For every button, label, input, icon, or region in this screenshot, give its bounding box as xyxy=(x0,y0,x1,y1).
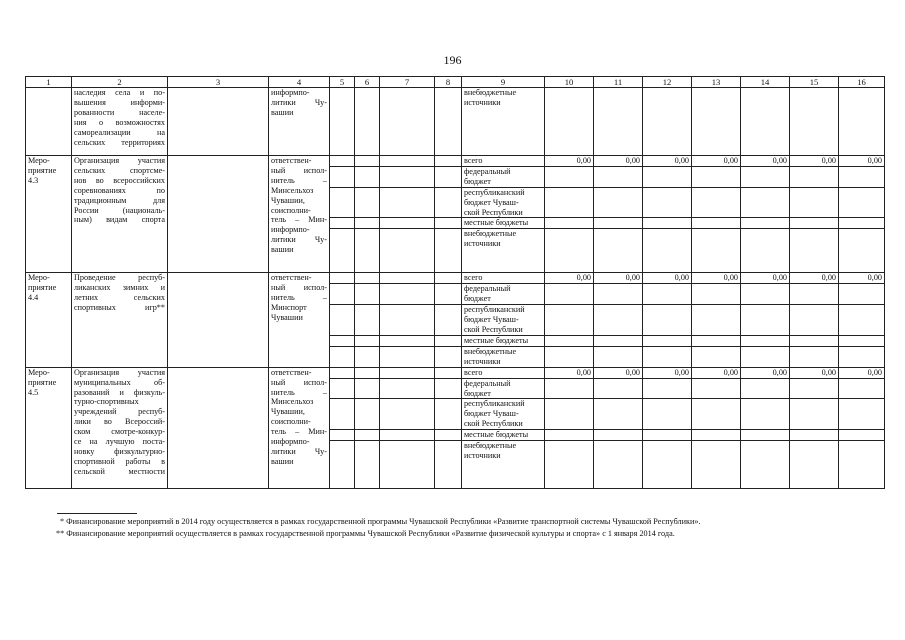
empty-cell xyxy=(330,273,355,284)
value-cell xyxy=(839,229,885,273)
empty-cell xyxy=(168,273,269,367)
row-label xyxy=(26,88,72,156)
funding-source: всего xyxy=(462,367,545,378)
funding-source: федеральный бюджет xyxy=(462,378,545,399)
funding-source: республиканский бюджет Чуваш- ской Республики xyxy=(462,187,545,218)
value-cell xyxy=(741,284,790,305)
value-cell xyxy=(643,284,692,305)
header-row xyxy=(26,77,885,88)
empty-cell xyxy=(380,378,435,399)
value-cell xyxy=(692,88,741,156)
continuation-row xyxy=(26,88,885,156)
total-value: 0,00 xyxy=(741,367,790,378)
value-cell xyxy=(545,284,594,305)
empty-cell xyxy=(355,430,380,441)
empty-cell xyxy=(355,346,380,367)
empty-cell xyxy=(435,335,462,346)
empty-cell xyxy=(355,166,380,187)
total-value: 0,00 xyxy=(741,156,790,167)
value-cell xyxy=(692,187,741,218)
footnote-separator xyxy=(57,513,137,514)
funding-source: всего xyxy=(462,273,545,284)
value-cell xyxy=(790,441,839,489)
total-value: 0,00 xyxy=(545,273,594,284)
total-value: 0,00 xyxy=(594,156,643,167)
value-cell xyxy=(692,335,741,346)
value-cell xyxy=(643,305,692,336)
value-cell xyxy=(790,346,839,367)
total-value: 0,00 xyxy=(643,273,692,284)
empty-cell xyxy=(355,156,380,167)
header-cell: 1 xyxy=(26,77,72,88)
header-cell: 16 xyxy=(839,77,885,88)
value-cell xyxy=(643,166,692,187)
value-cell xyxy=(692,229,741,273)
header-cell: 9 xyxy=(462,77,545,88)
empty-cell xyxy=(330,367,355,378)
total-value: 0,00 xyxy=(839,367,885,378)
value-cell xyxy=(790,166,839,187)
header-cell: 14 xyxy=(741,77,790,88)
value-cell xyxy=(594,399,643,430)
empty-cell xyxy=(435,273,462,284)
value-cell xyxy=(594,335,643,346)
value-cell xyxy=(741,346,790,367)
value-cell xyxy=(545,399,594,430)
funding-source: республиканский бюджет Чуваш- ской Республики xyxy=(462,305,545,336)
value-cell xyxy=(545,335,594,346)
funding-source: внебюджетные источники xyxy=(462,229,545,273)
value-cell xyxy=(692,218,741,229)
value-cell xyxy=(594,305,643,336)
executor: ответствен- ный испол- нитель – Минсельхоз Чувашии, соисполни- тель – Мин- информпо- литики Чу- вашии xyxy=(269,367,330,488)
value-cell xyxy=(594,187,643,218)
measure-description: наследия села и по- вышения информи- рованности населе- ния о возможностях самореализации на сельских территориях xyxy=(72,88,168,156)
empty-cell xyxy=(435,378,462,399)
measure-description: Проведение респуб- ликанских зимних и летних сельских спортивных игр** xyxy=(72,273,168,367)
value-cell xyxy=(643,430,692,441)
empty-cell xyxy=(355,378,380,399)
header-cell: 2 xyxy=(72,77,168,88)
value-cell xyxy=(692,399,741,430)
page-number: 196 xyxy=(443,53,462,67)
value-cell xyxy=(692,284,741,305)
total-value: 0,00 xyxy=(692,156,741,167)
header-cell: 15 xyxy=(790,77,839,88)
empty-cell xyxy=(380,441,435,489)
value-cell xyxy=(790,187,839,218)
empty-cell xyxy=(435,367,462,378)
footnote-1: * Финансирование мероприятий в 2014 году осуществляется в рамках государственной программы Чувашской Республики «Развитие транспортной системы Чувашской Республики». xyxy=(60,517,701,526)
funding-source: местные бюджеты xyxy=(462,430,545,441)
empty-cell xyxy=(355,88,380,156)
measure-row xyxy=(26,273,885,284)
total-value: 0,00 xyxy=(839,156,885,167)
empty-cell xyxy=(330,229,355,273)
empty-cell xyxy=(380,166,435,187)
header-cell: 6 xyxy=(355,77,380,88)
value-cell xyxy=(839,346,885,367)
value-cell xyxy=(741,88,790,156)
value-cell xyxy=(839,305,885,336)
measure-label: Меро- приятие 4.3 xyxy=(26,156,72,273)
value-cell xyxy=(594,284,643,305)
value-cell xyxy=(741,305,790,336)
executor: ответствен- ный испол- нитель – Минсельхоз Чувашии, соисполни- тель – Мин- информпо- литики Чу- вашии xyxy=(269,156,330,273)
funding-source: федеральный бюджет xyxy=(462,284,545,305)
value-cell xyxy=(741,187,790,218)
empty-cell xyxy=(330,399,355,430)
total-value: 0,00 xyxy=(643,367,692,378)
value-cell xyxy=(545,187,594,218)
value-cell xyxy=(545,218,594,229)
empty-cell xyxy=(355,367,380,378)
measure-row xyxy=(26,156,885,167)
empty-cell xyxy=(435,187,462,218)
total-value: 0,00 xyxy=(790,273,839,284)
value-cell xyxy=(741,378,790,399)
footnote-2: ** Финансирование мероприятий осуществляется в рамках государственной программы Чувашской Республики «Развитие физической культуры и спорта» с 1 января 2014 года. xyxy=(56,529,675,538)
value-cell xyxy=(545,430,594,441)
header-cell: 10 xyxy=(545,77,594,88)
measure-description: Организация участия сельских спортсме- нов во всероссийских соревнованиях по традиционным для России (националь- ным) видам спорта xyxy=(72,156,168,273)
empty-cell xyxy=(435,88,462,156)
value-cell xyxy=(545,346,594,367)
empty-cell xyxy=(435,284,462,305)
value-cell xyxy=(643,88,692,156)
empty-cell xyxy=(330,88,355,156)
value-cell xyxy=(545,166,594,187)
measure-label: Меро- приятие 4.4 xyxy=(26,273,72,367)
empty-cell xyxy=(330,218,355,229)
empty-cell xyxy=(168,367,269,488)
empty-cell xyxy=(435,430,462,441)
value-cell xyxy=(643,335,692,346)
value-cell xyxy=(790,284,839,305)
empty-cell xyxy=(355,229,380,273)
value-cell xyxy=(545,305,594,336)
value-cell xyxy=(839,441,885,489)
executor: информпо- литики Чу- вашии xyxy=(269,88,330,156)
funding-source: местные бюджеты xyxy=(462,218,545,229)
header-cell: 5 xyxy=(330,77,355,88)
empty-cell xyxy=(330,187,355,218)
value-cell xyxy=(643,378,692,399)
empty-cell xyxy=(330,378,355,399)
header-cell: 12 xyxy=(643,77,692,88)
value-cell xyxy=(790,229,839,273)
value-cell xyxy=(594,218,643,229)
empty-cell xyxy=(380,284,435,305)
value-cell xyxy=(594,346,643,367)
header-cell: 8 xyxy=(435,77,462,88)
value-cell xyxy=(839,88,885,156)
value-cell xyxy=(594,88,643,156)
empty-cell xyxy=(355,441,380,489)
empty-cell xyxy=(355,305,380,336)
measure-label: Меро- приятие 4.5 xyxy=(26,367,72,488)
value-cell xyxy=(594,430,643,441)
value-cell xyxy=(545,441,594,489)
executor: ответствен- ный испол- нитель – Минспорт Чувашии xyxy=(269,273,330,367)
header-cell: 7 xyxy=(380,77,435,88)
empty-cell xyxy=(355,218,380,229)
value-cell xyxy=(741,218,790,229)
total-value: 0,00 xyxy=(790,156,839,167)
value-cell xyxy=(643,218,692,229)
empty-cell xyxy=(380,229,435,273)
value-cell xyxy=(692,346,741,367)
empty-cell xyxy=(380,88,435,156)
empty-cell xyxy=(330,430,355,441)
value-cell xyxy=(643,187,692,218)
total-value: 0,00 xyxy=(594,273,643,284)
value-cell xyxy=(790,335,839,346)
value-cell xyxy=(839,218,885,229)
total-value: 0,00 xyxy=(839,273,885,284)
value-cell xyxy=(594,229,643,273)
value-cell xyxy=(790,305,839,336)
value-cell xyxy=(839,284,885,305)
budget-table xyxy=(25,76,885,489)
empty-cell xyxy=(330,346,355,367)
empty-cell xyxy=(330,166,355,187)
empty-cell xyxy=(355,187,380,218)
value-cell xyxy=(692,166,741,187)
header-cell: 4 xyxy=(269,77,330,88)
value-cell xyxy=(692,378,741,399)
empty-cell xyxy=(435,346,462,367)
funding-source: местные бюджеты xyxy=(462,335,545,346)
empty-cell xyxy=(380,156,435,167)
empty-cell xyxy=(380,273,435,284)
total-value: 0,00 xyxy=(741,273,790,284)
value-cell xyxy=(839,335,885,346)
total-value: 0,00 xyxy=(692,273,741,284)
empty-cell xyxy=(330,441,355,489)
empty-cell xyxy=(355,335,380,346)
empty-cell xyxy=(435,441,462,489)
empty-cell xyxy=(380,187,435,218)
empty-cell xyxy=(330,335,355,346)
value-cell xyxy=(839,187,885,218)
empty-cell xyxy=(380,399,435,430)
empty-cell xyxy=(435,166,462,187)
value-cell xyxy=(594,378,643,399)
empty-cell xyxy=(355,273,380,284)
value-cell xyxy=(643,441,692,489)
value-cell xyxy=(839,399,885,430)
value-cell xyxy=(741,430,790,441)
empty-cell xyxy=(380,346,435,367)
empty-cell xyxy=(435,399,462,430)
value-cell xyxy=(741,441,790,489)
value-cell xyxy=(839,378,885,399)
value-cell xyxy=(790,88,839,156)
value-cell xyxy=(545,88,594,156)
total-value: 0,00 xyxy=(545,156,594,167)
value-cell xyxy=(790,218,839,229)
header-cell: 11 xyxy=(594,77,643,88)
funding-source: внебюджетные источники xyxy=(462,346,545,367)
empty-cell xyxy=(435,305,462,336)
funding-source: внебюджетные источники xyxy=(462,441,545,489)
empty-cell xyxy=(355,399,380,430)
empty-cell xyxy=(380,335,435,346)
total-value: 0,00 xyxy=(594,367,643,378)
total-value: 0,00 xyxy=(643,156,692,167)
value-cell xyxy=(741,399,790,430)
empty-cell xyxy=(380,430,435,441)
funding-source: всего xyxy=(462,156,545,167)
value-cell xyxy=(643,399,692,430)
value-cell xyxy=(741,166,790,187)
value-cell xyxy=(790,399,839,430)
value-cell xyxy=(643,229,692,273)
empty-cell xyxy=(330,156,355,167)
empty-cell xyxy=(330,305,355,336)
value-cell xyxy=(692,441,741,489)
value-cell xyxy=(839,430,885,441)
value-cell xyxy=(594,166,643,187)
value-cell xyxy=(545,378,594,399)
header-cell: 3 xyxy=(168,77,269,88)
value-cell xyxy=(790,378,839,399)
funding-source: внебюджетные источники xyxy=(462,88,545,156)
value-cell xyxy=(741,335,790,346)
empty-cell xyxy=(330,284,355,305)
empty-cell xyxy=(168,88,269,156)
value-cell xyxy=(790,430,839,441)
empty-cell xyxy=(355,284,380,305)
total-value: 0,00 xyxy=(545,367,594,378)
funding-source: республиканский бюджет Чуваш- ской Республики xyxy=(462,399,545,430)
total-value: 0,00 xyxy=(790,367,839,378)
value-cell xyxy=(545,229,594,273)
value-cell xyxy=(839,166,885,187)
empty-cell xyxy=(380,367,435,378)
value-cell xyxy=(741,229,790,273)
empty-cell xyxy=(380,218,435,229)
value-cell xyxy=(594,441,643,489)
measure-description: Организация участия муниципальных об- разований и физкуль- турно-спортивных учреждений респуб- лики во Всероссий- ском смотре-конкур- се на лучшую поста- новку физкультурно- спортивной работы в сельской местности xyxy=(72,367,168,488)
empty-cell xyxy=(435,229,462,273)
total-value: 0,00 xyxy=(692,367,741,378)
value-cell xyxy=(692,305,741,336)
empty-cell xyxy=(168,156,269,273)
header-cell: 13 xyxy=(692,77,741,88)
funding-source: федеральный бюджет xyxy=(462,166,545,187)
empty-cell xyxy=(380,305,435,336)
measure-row xyxy=(26,367,885,378)
value-cell xyxy=(643,346,692,367)
empty-cell xyxy=(435,218,462,229)
value-cell xyxy=(692,430,741,441)
empty-cell xyxy=(435,156,462,167)
